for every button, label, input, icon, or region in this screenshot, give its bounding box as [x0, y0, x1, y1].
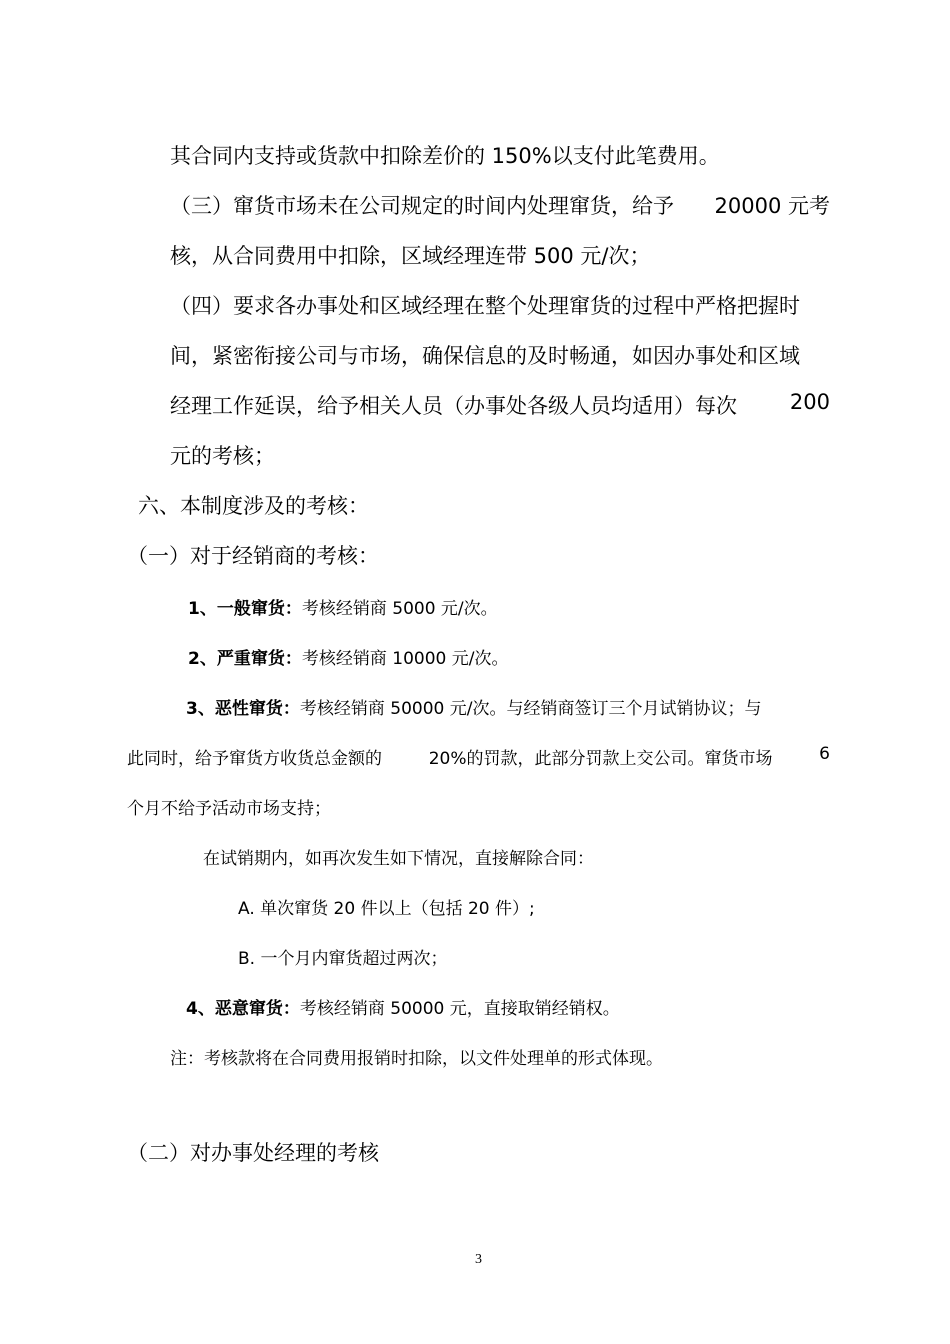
text-segment: 20000 元考 [714, 194, 830, 218]
item-text: 考核经销商 50000 元，直接取销经销权。 [299, 999, 620, 1019]
item-label: 1、一般窜货： [188, 599, 302, 619]
paragraph-line: （四）要求各办事处和区域经理在整个处理窜货的过程中严格把握时 [170, 294, 800, 318]
paragraph-line [170, 390, 830, 420]
item-label: 3、恶性窜货： [186, 699, 300, 719]
text-segment: 经理工作延误，给予相关人员（办事处各级人员均适用）每次 [170, 394, 737, 418]
text-segment: （三）窜货市场未在公司规定的时间内处理窜货，给予 [170, 194, 674, 218]
subsection-heading: （二）对办事处经理的考核 [127, 1141, 379, 1165]
paragraph-line: 个月不给予活动市场支持； [127, 799, 331, 819]
list-item [188, 644, 508, 669]
paragraph-line [170, 190, 830, 220]
list-item: A. 单次窜货 20 件以上（包括 20 件）; [238, 899, 535, 919]
item-label: 4、恶意窜货： [186, 999, 300, 1019]
paragraph-line: 其合同内支持或货款中扣除差价的 150%以支付此笔费用。 [170, 144, 720, 168]
item-text: 考核经销商 10000 元/次。 [301, 649, 509, 669]
note-text: 注：考核款将在合同费用报销时扣除，以文件处理单的形式体现。 [170, 1049, 663, 1069]
section-heading: 六、本制度涉及的考核： [138, 494, 369, 518]
list-item [188, 594, 498, 619]
list-item: B. 一个月内窜货超过两次； [238, 949, 448, 969]
paragraph-line: 核，从合同费用中扣除，区域经理连带 500 元/次； [170, 244, 651, 268]
list-item [186, 694, 761, 719]
text-segment: 6 [819, 744, 830, 764]
paragraph-line: 在试销期内，如再次发生如下情况，直接解除合同： [203, 849, 594, 869]
subsection-heading: （一）对于经销商的考核： [127, 544, 379, 568]
text-segment: 20%的罚款，此部分罚款上交公司。窜货市场 [428, 749, 773, 769]
paragraph-line: 元的考核； [170, 444, 275, 468]
text-segment: 200 [789, 390, 830, 414]
text-segment: 此同时，给予窜货方收货总金额的 [127, 749, 382, 769]
item-text: 考核经销商 5000 元/次。 [301, 599, 498, 619]
paragraph-line: 间，紧密衔接公司与市场，确保信息的及时畅通，如因办事处和区域 [170, 344, 800, 368]
item-label: 2、严重窜货： [188, 649, 302, 669]
list-item [186, 994, 620, 1019]
page-number: 3 [475, 1252, 482, 1267]
paragraph-line [127, 744, 830, 769]
item-text: 考核经销商 50000 元/次。与经销商签订三个月试销协议；与 [299, 699, 762, 719]
